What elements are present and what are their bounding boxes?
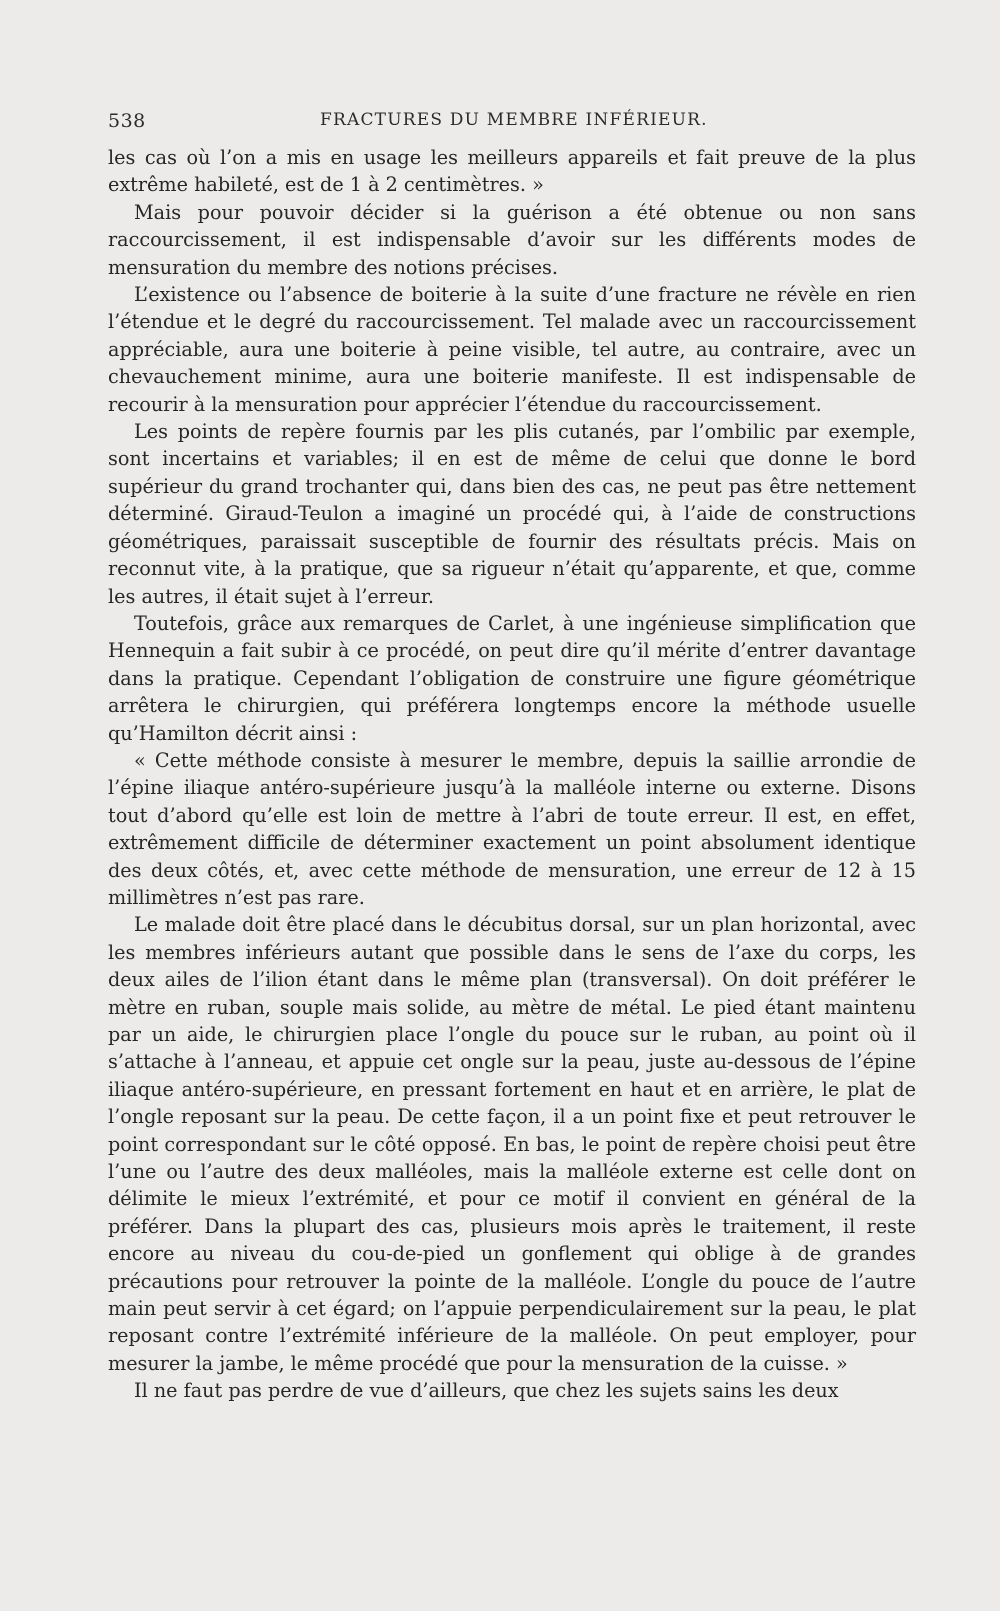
paragraph: les cas où l’on a mis en usage les meilleurs appareils et fait preuve de la plus extrême habileté, est de 1 à 2 centimètres. » [108,146,916,197]
paragraph: L’existence ou l’absence de boiterie à la suite d’une fracture ne révèle en rien l’étendue et le degré du raccourcissement. Tel malade avec un raccourcissement appréciable, aura une boiterie à peine visible, tel autre, au contraire, avec un chevauchement minime, aura une boiterie manifeste. Il est indispensable de recourir à la mensuration pour apprécier l’étendue du raccourcissement. [108,283,916,416]
quoted-paragraph: Le malade doit être placé dans le décubitus dorsal, sur un plan horizontal, avec les membres inférieurs autant que possible dans le sens de l’axe du corps, les deux ailes de l’ilion étant dans le même plan (transversal). On doit préférer le mètre en ruban, souple mais solide, au mètre de métal. Le pied étant maintenu par un aide, le chirurgien place l’ongle du pouce sur le ruban, au point où il s’attache à l’anneau, et appuie cet ongle sur la peau, juste au-dessous de l’épine iliaque antéro-supérieure, en pressant fortement en haut et en arrière, le plat de l’ongle reposant sur la peau. De cette façon, il a un point fixe et peut retrouver le point correspondant sur le côté opposé. En bas, le point de repère choisi peut être l’une ou l’autre des deux malléoles, mais la malléole externe est celle dont on délimite le mieux l’extrémité, et pour ce motif il convient en général de la préférer. Dans la plupart des cas, plusieurs mois après le traitement, il reste encore au niveau du cou-de-pied un gonflement qui oblige à de grandes précautions pour retrouver la pointe de la malléole. L’ongle du pouce de l’autre main peut servir à cet égard; on l’appuie perpendiculairement sur la peau, le plat reposant contre l’extrémité inférieure de la malléole. On peut employer, pour mesurer la jambe, le même procédé que pour la mensuration de la cuisse. » [108,913,916,1375]
paragraph: Les points de repère fournis par les plis cutanés, par l’ombilic par exemple, sont incertains et variables; il en est de même de celui que donne le bord supérieur du grand trochanter qui, dans bien des cas, ne peut pas être nettement déterminé. Giraud-Teulon a imaginé un procédé qui, à l’aide de constructions géométriques, paraissait susceptible de fournir des résultats précis. Mais on reconnut vite, à la pratique, que sa rigueur n’était qu’apparente, et que, comme les autres, il était sujet à l’erreur. [108,420,916,608]
quoted-paragraph: « Cette méthode consiste à mesurer le membre, depuis la saillie arrondie de l’épine iliaque antéro-supérieure jusqu’à la malléole interne ou externe. Disons tout d’abord qu’elle est loin de mettre à l’abri de toute erreur. Il est, en effet, extrêmement difficile de déterminer exactement un point absolument identique des deux côtés, et, avec cette méthode de mensuration, une erreur de 12 à 15 millimètres n’est pas rare. [108,748,916,909]
page-number: 538 [108,110,146,132]
page-header [108,110,904,140]
paragraph: Mais pour pouvoir décider si la guérison a été obtenue ou non sans raccourcissement, il est indispensable d’avoir sur les différents modes de mensuration du membre des notions précises. [108,200,916,279]
paragraph: Il ne faut pas perdre de vue d’ailleurs, que chez les sujets sains les deux [134,1379,839,1403]
body-text [108,144,916,1405]
running-title: FRACTURES DU MEMBRE INFÉRIEUR. [320,110,708,130]
paragraph: Toutefois, grâce aux remarques de Carlet, à une ingénieuse simplification que Hennequin a fait subir à ce procédé, on peut dire qu’il mérite d’entrer davantage dans la pratique. Cependant l’obligation de construire une figure géométrique arrêtera le chirurgien, qui préférera longtemps encore la méthode usuelle qu’Hamilton décrit ainsi : [108,611,916,745]
